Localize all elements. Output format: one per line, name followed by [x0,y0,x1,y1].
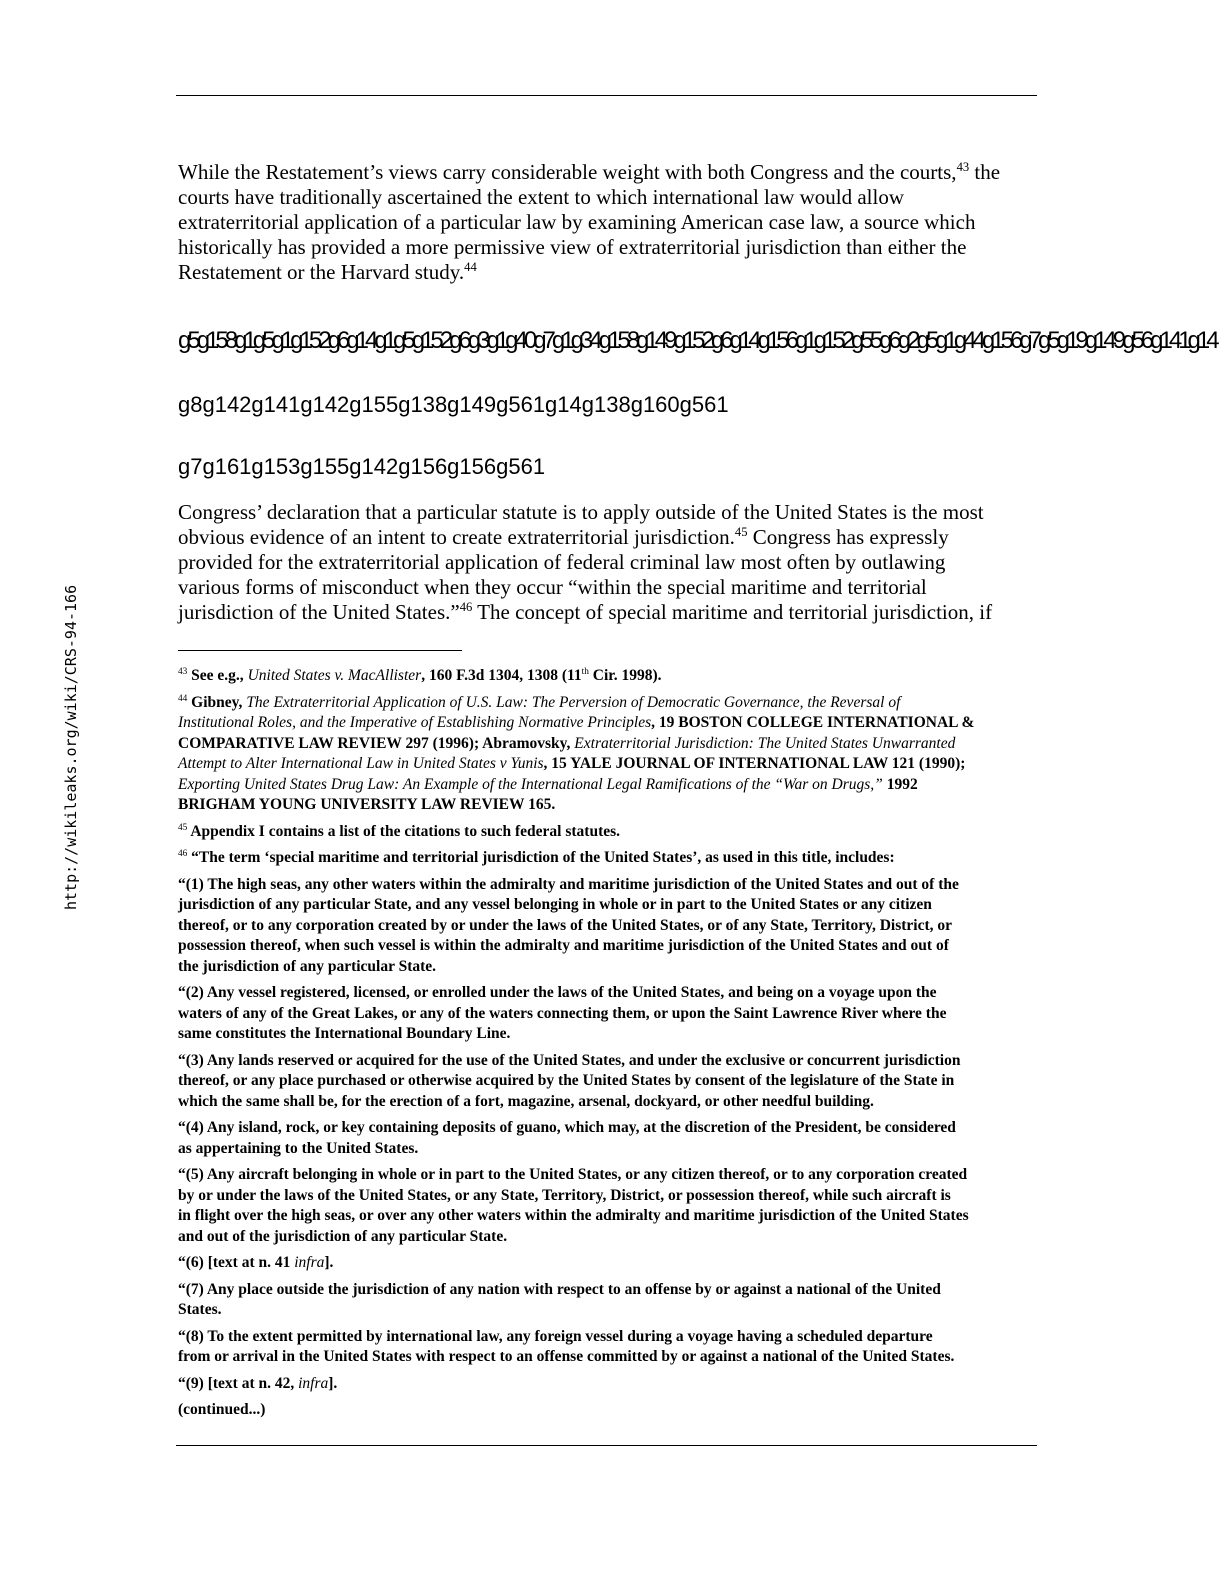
line: provided for the extraterritorial application of federal criminal law most often by outlawing [178,550,946,574]
footnote-44-line [178,754,1040,775]
t: th [581,666,589,677]
fn-num: 43 [178,666,188,677]
line: extraterritorial application of a particular law by examining American case law, a source which [178,210,976,234]
footnote-separator [178,650,462,651]
footnotes [178,666,1040,1421]
paragraph-1 [178,160,1040,285]
footer-rule [176,1445,1037,1446]
item-2-line: waters of any of the Great Lakes, or any of the waters connecting them, or upon the Saint Lawrence River where the [178,1004,947,1022]
footnote-46-items [178,869,1040,1248]
paragraph-2 [178,500,1040,625]
fn-num: 46 [178,848,188,859]
t: United States v. MacAllister [247,667,422,684]
line: Congress has expressly [747,525,949,549]
item-8-line: from or arrival in the United States with respect to an offense committed by or against a national of the United States. [178,1348,955,1365]
source-url-watermark[interactable]: http://wikileaks.org/wiki/CRS-94-166 [62,584,80,910]
footnote-46 [178,848,1040,869]
item-4-line: as appertaining to the United States. [178,1139,419,1157]
t: Institutional Roles, and the Imperative of Establishing Normative Principles [178,714,652,731]
t: See e.g., [187,667,248,684]
item-1-line: the jurisdiction of any particular State. [178,957,437,975]
t: Appendix I contains a list of the citations to such federal statutes. [187,822,621,840]
t: , 160 F.3d 1304, 1308 (11 [421,667,582,684]
fn-num: 45 [178,822,188,833]
line: courts have traditionally ascertained the extent to which international law would allow [178,185,905,209]
footnote-44-line [178,775,1040,796]
line-row [178,600,1040,625]
footnote-44-line [178,713,1040,734]
line: jurisdiction of the United States.” [178,600,460,624]
item-6 [178,1253,1040,1274]
t: infra [294,1254,325,1271]
item-5-line: “(5) Any aircraft belonging in whole or in part to the United States, or any citizen thereof, or to any corporation created [178,1166,968,1183]
footnote-ref[interactable]: 46 [459,600,473,614]
footnote-ref[interactable]: 43 [956,160,970,174]
item-5-line: in flight over the high seas, or over any other waters within the admiralty and maritime jurisdiction of the United States [178,1207,969,1224]
t: Extraterritorial Jurisdiction: The United States Unwarranted [574,734,956,752]
footnote-44-line [178,795,1040,816]
line: various forms of misconduct when they occur “within the special maritime and territorial [178,575,927,599]
t: Exporting United States Drug Law: An Example of the International Legal Ramifications of the “War on Drugs,” [178,775,883,793]
t: infra [298,1374,329,1392]
line: Restatement or the Harvard study. [178,260,465,284]
item-7-line: States. [178,1301,222,1318]
footnote-43 [178,666,1040,687]
t: “(6) [text at n. 41 [178,1254,295,1271]
item-5-line: by or under the laws of the United States, or any State, Territory, District, or possession thereof, while such aircraft is [178,1186,951,1204]
t: The Extraterritorial Application of U.S. Law: The Perversion of Democratic Governance, the Reversal of [246,693,901,711]
header-rule [176,95,1037,96]
footnote-44-line [178,734,1040,755]
item-1-line: possession thereof, when such vessel is within the admiralty and maritime jurisdiction of the United States and out of [178,937,949,954]
item-4-line: “(4) Any island, rock, or key containing deposits of guano, which may, at the discretion of the President, be considered [178,1119,956,1136]
item-3-line: thereof, or any place purchased or otherwise acquired by the United States by consent of the legislature of the State in [178,1072,955,1089]
t: COMPARATIVE LAW REVIEW 297 (1996); Abramovsky, [178,734,575,752]
footnote-44-line [178,693,1040,714]
t: 1992 [882,775,918,793]
item-3-line: “(3) Any lands reserved or acquired for the use of the United States, and under the exclusive or concurrent jurisdiction [178,1051,961,1069]
t: BRIGHAM YOUNG UNIVERSITY LAW REVIEW 165. [178,796,556,813]
item-3-line: which the same shall be, for the erection of a fort, magazine, arsenal, dockyard, or other needful building. [178,1092,874,1110]
t: “(9) [text at n. 42, [178,1374,299,1392]
item-2-line: same constitutes the International Boundary Line. [178,1025,511,1042]
line: historically has provided a more permissive view of extraterritorial jurisdiction than either the [178,235,967,259]
line-row [178,260,1040,285]
line: The concept of special maritime and territorial jurisdiction, if [472,600,993,624]
footnote-45 [178,822,1040,843]
garbled-heading-3: g7g161g153g155g142g156g156g561 [178,454,546,479]
footnote-ref[interactable]: 45 [734,525,748,539]
line-row [178,160,1040,185]
footnote-44 [178,693,1040,816]
line: While the Restatement’s views carry considerable weight with both Congress and the courts, [178,160,957,184]
t: 44 [178,693,188,704]
line-row [178,525,1040,550]
t: , 19 BOSTON COLLEGE INTERNATIONAL & [651,714,975,731]
item-8-line: “(8) To the extent permitted by international law, any foreign vessel during a voyage having a scheduled departure [178,1327,933,1345]
item-7-line: “(7) Any place outside the jurisdiction of any nation with respect to an offense by or against a national of the United [178,1280,941,1298]
t: ]. [324,1254,334,1271]
garbled-heading-1: g5g158g1g5g1g152g6g14g1g5g152g6g3g1g40g7g1g34g158g149g152g6g14g156g1g152g55g6g2g5g1g44g156g7g5g19g149g56g141g14 [178,327,1216,354]
footnote-ref[interactable]: 44 [464,260,477,274]
item-9 [178,1374,1040,1395]
line: obvious evidence of an intent to create extraterritorial jurisdiction. [178,525,735,549]
line: Congress’ declaration that a particular statute is to apply outside of the United States is the most [178,500,984,524]
line: the [969,160,1001,184]
t: , 15 YALE JOURNAL OF INTERNATIONAL LAW 121 (1990); [543,755,966,772]
t: ]. [328,1374,338,1392]
t: Gibney, [187,693,247,711]
item-1-line: jurisdiction of any particular State, and any vessel belonging in whole or in part to the United States or any citizen [178,896,932,913]
item-1-line: thereof, or to any corporation created by or under the laws of the United States, or of any State, Territory, District, or [178,916,953,934]
t: Attempt to Alter International Law in United States v Yunis [178,755,544,772]
item-1-line: “(1) The high seas, any other waters within the admiralty and maritime jurisdiction of the United States and out of the [178,875,959,893]
item-2-line: “(2) Any vessel registered, licensed, or enrolled under the laws of the United States, and being on a voyage upon the [178,984,937,1001]
t: “The term ‘special maritime and territorial jurisdiction of the United States’, as used in this title, includes: [187,849,895,866]
continued-note: (continued...) [178,1401,266,1418]
item-5-line: and out of the jurisdiction of any particular State. [178,1227,508,1245]
garbled-heading-2: g8g142g141g142g155g138g149g561g14g138g160g561 [178,392,729,417]
t: Cir. 1998). [588,667,662,684]
